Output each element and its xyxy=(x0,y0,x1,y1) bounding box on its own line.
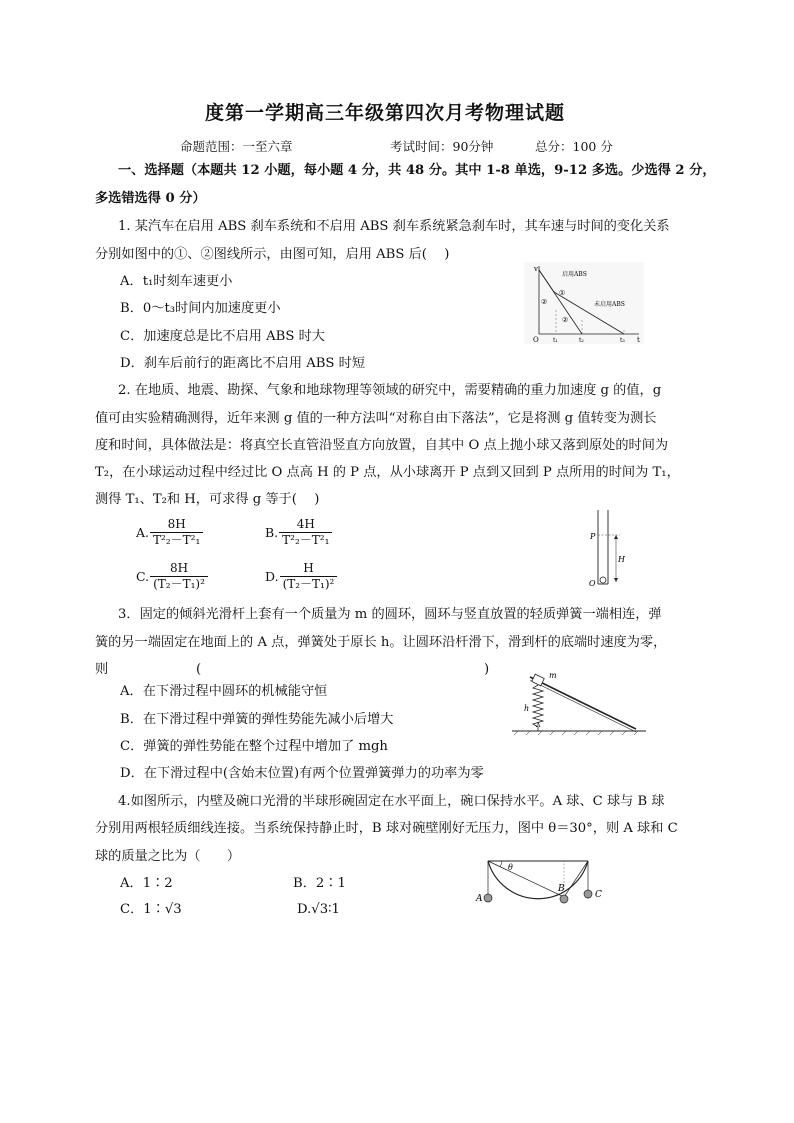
option-c[interactable]: C．加速度总是比不启用 ABS 时大 xyxy=(120,329,325,344)
tick-t3: t₃ xyxy=(620,337,625,344)
option-label: D. xyxy=(265,569,279,584)
label-o: O xyxy=(589,579,596,588)
option-c[interactable]: C．弹簧的弹性势能在整个过程中增加了 mgh xyxy=(120,739,388,754)
option-label: A. xyxy=(136,525,150,540)
label-h: h xyxy=(524,704,530,713)
label-a: A xyxy=(476,894,483,904)
section-heading: 一、选择题（本题共 12 小题，每小题 4 分，共 48 分。其中 1-8 单选，9-12 多选。少选得 2 分， xyxy=(118,163,716,178)
label-p: P xyxy=(590,532,596,541)
question-text: 1. 某汽车在启用 ABS 刹车系统和不启用 ABS 刹车系统紧急刹车时，其车速与时间的变化关系 xyxy=(118,219,670,234)
question-text: 分别如图中的①、②图线所示，由图可知，启用 ABS 后( ) xyxy=(95,247,450,262)
option-a[interactable] xyxy=(136,518,203,547)
exam-scope: 命题范围：一至六章 xyxy=(180,139,293,154)
abs-velocity-graph xyxy=(524,262,644,344)
question-text: 3．固定的倾斜光滑杆上套有一个质量为 m 的圆环，圆环与竖直放置的轻质弹簧一端相连，弹 xyxy=(118,607,662,622)
option-b[interactable]: B．在下滑过程中弹簧的弹性势能先减小后增大 xyxy=(120,712,394,727)
fraction-denominator: (T₂－T₁)² xyxy=(153,577,205,591)
fraction-numerator: 8H xyxy=(150,562,208,577)
option-a[interactable]: A．1∶2 xyxy=(120,876,173,891)
incline-spring-figure xyxy=(510,665,650,737)
label-a: A xyxy=(536,722,541,729)
option-label: B. xyxy=(265,525,279,540)
option-a[interactable]: A．在下滑过程中圆环的机械能守恒 xyxy=(120,684,328,699)
label-theta: θ xyxy=(508,863,513,872)
section-heading-cont: 多选错选得 0 分） xyxy=(95,191,206,206)
option-b[interactable]: B．2∶1 xyxy=(293,876,346,891)
exam-time: 考试时间：90分钟 xyxy=(390,139,494,154)
option-d[interactable]: D．在下滑过程中(含始末位置)有两个位置弹簧弹力的功率为零 xyxy=(120,766,484,781)
question-text: 簧的另一端固定在地面上的 A 点，弹簧处于原长 h。让圆环沿杆滑下，滑到杆的底端时速度为零， xyxy=(95,635,667,650)
option-d[interactable] xyxy=(265,562,337,591)
question-text: 值可由实验精确测得，近年来测 g 值的一种方法叫“对称自由下落法”，它是将测 g 值转变为测长 xyxy=(95,411,657,426)
option-b[interactable] xyxy=(265,518,332,547)
ball-a xyxy=(484,894,492,902)
label-m: m xyxy=(549,671,557,680)
option-d[interactable]: D．刹车后前行的距离比不启用 ABS 时短 xyxy=(120,356,366,371)
option-b[interactable]: B．0～t₃时间内加速度更小 xyxy=(120,301,281,316)
fraction-numerator: 8H xyxy=(150,518,203,533)
fraction-denominator: (T₂－T₁)² xyxy=(282,577,335,591)
ball xyxy=(600,577,606,583)
option-c[interactable] xyxy=(136,562,208,591)
page-title: 度第一学期高三年级第四次月考物理试题 xyxy=(205,102,566,124)
question-text: 分别用两根轻质细线连接。当系统保持静止时，B 球对碗壁刚好无压力，图中 θ＝30°，则 A 球和 C xyxy=(95,821,678,836)
fraction-numerator: 4H xyxy=(279,518,332,533)
option-a[interactable]: A．t₁时刻车速更小 xyxy=(120,274,233,289)
option-c[interactable]: C．1∶√3 xyxy=(120,902,182,917)
curve-label-2b: ② xyxy=(562,316,569,324)
axis-label-t: t xyxy=(637,336,640,344)
question-text: 测得 T₁、T₂和 H，可求得 g 等于( ) xyxy=(95,492,320,507)
answer-paren-close: ) xyxy=(484,662,490,677)
question-text: 2. 在地质、地震、勘探、气象和地球物理等领域的研究中，需要精确的重力加速度 g 的值，g xyxy=(118,383,662,398)
label-abs-off: 未启用ABS xyxy=(594,301,625,308)
string-ab xyxy=(488,861,564,897)
label-abs-on: 启用ABS xyxy=(562,271,587,278)
ball-c xyxy=(584,890,592,898)
exam-score: 总分：100 分 xyxy=(535,139,613,154)
axis-label-v: v xyxy=(534,265,538,273)
ball-b xyxy=(560,895,568,903)
tick-t1: t₁ xyxy=(553,337,558,344)
option-d[interactable]: D.√3∶1 xyxy=(297,902,340,917)
bowl-arc xyxy=(488,861,588,899)
vacuum-tube-figure xyxy=(586,508,626,590)
fraction-denominator: T²₂－T²₁ xyxy=(282,533,330,547)
incline-rod xyxy=(530,677,636,729)
question-text: 则 xyxy=(95,662,109,677)
answer-paren-open: ( xyxy=(196,662,202,677)
tick-t2: t₂ xyxy=(579,337,584,344)
axis-label-o: O xyxy=(533,336,539,344)
question-text: 度和时间，具体做法是：将真空长直管沿竖直方向放置，自其中 O 点上抛小球又落到原处的时间为 xyxy=(95,438,669,453)
hemispherical-bowl-figure xyxy=(468,857,608,921)
label-h: H xyxy=(618,555,625,564)
ring xyxy=(532,674,544,686)
question-text: T₂，在小球运动过程中经过比 O 点高 H 的 P 点，从小球离开 P 点到又回到 P 点所用的时间为 T₁， xyxy=(95,465,680,480)
fraction-numerator: H xyxy=(280,562,338,577)
label-b: B xyxy=(558,884,565,894)
curve-label-2: ② xyxy=(541,298,548,306)
fraction-denominator: T²₂－T²₁ xyxy=(153,533,201,547)
question-text: 球的质量之比为（ ） xyxy=(95,849,241,864)
question-text: 4.如图所示，内壁及碗口光滑的半球形碗固定在水平面上，碗口保持水平。A 球、C 球与 B 球 xyxy=(118,794,665,809)
option-label: C. xyxy=(136,569,150,584)
label-c: C xyxy=(595,890,602,900)
curve-label-1: ① xyxy=(559,289,566,297)
